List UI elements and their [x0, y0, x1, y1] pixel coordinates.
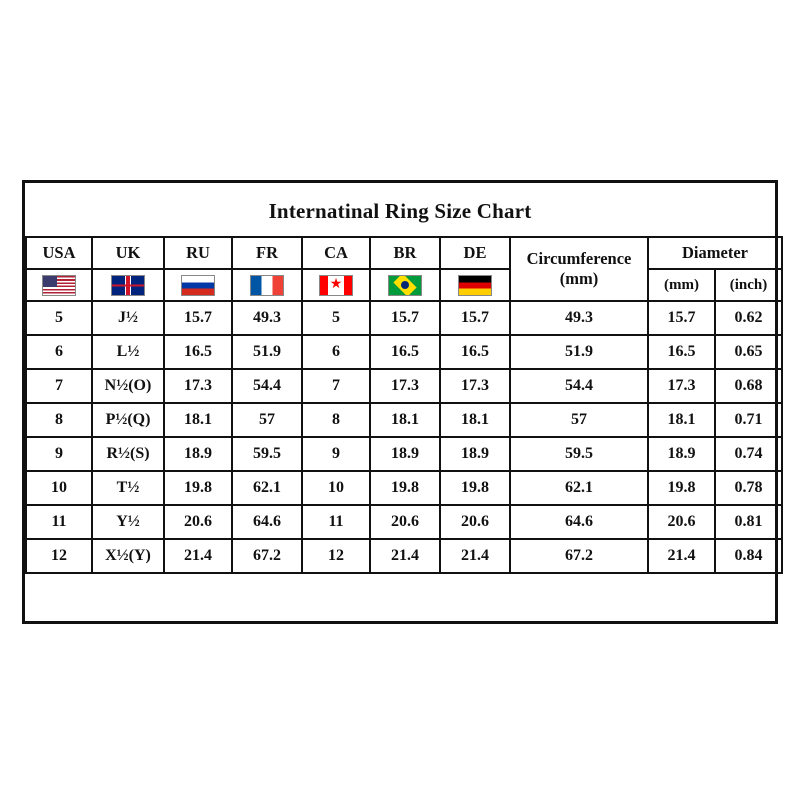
cell-usa: 5 [26, 301, 92, 335]
cell-diameter-inch: 0.62 [715, 301, 782, 335]
flag-cell-de [440, 269, 510, 301]
column-header-de: DE [440, 237, 510, 269]
maple-leaf-icon: ★ [329, 277, 343, 292]
cell-fr: 57 [232, 403, 302, 437]
cell-circumference: 54.4 [510, 369, 648, 403]
cell-circumference: 51.9 [510, 335, 648, 369]
cell-de: 18.9 [440, 437, 510, 471]
cell-br: 15.7 [370, 301, 440, 335]
column-header-fr: FR [232, 237, 302, 269]
flag-cell-fr [232, 269, 302, 301]
cell-uk: P½(Q) [92, 403, 164, 437]
table-row [26, 505, 782, 539]
cell-diameter-mm: 19.8 [648, 471, 715, 505]
cell-circumference: 59.5 [510, 437, 648, 471]
cell-br: 20.6 [370, 505, 440, 539]
table-body [26, 301, 782, 573]
table-header-row-labels [26, 237, 782, 269]
cell-ca: 6 [302, 335, 370, 369]
cell-uk: R½(S) [92, 437, 164, 471]
cell-ru: 19.8 [164, 471, 232, 505]
cell-ca: 11 [302, 505, 370, 539]
circumference-label-line2: (mm) [559, 269, 599, 288]
cell-ru: 18.1 [164, 403, 232, 437]
cell-de: 21.4 [440, 539, 510, 573]
cell-usa: 6 [26, 335, 92, 369]
cell-circumference: 67.2 [510, 539, 648, 573]
column-header-diameter-inch: (inch) [715, 269, 782, 301]
cell-br: 18.9 [370, 437, 440, 471]
cell-ca: 10 [302, 471, 370, 505]
table-row [26, 301, 782, 335]
cell-br: 18.1 [370, 403, 440, 437]
cell-uk: L½ [92, 335, 164, 369]
flag-ru-icon [181, 275, 215, 296]
cell-circumference: 62.1 [510, 471, 648, 505]
flag-de-icon [458, 275, 492, 296]
cell-fr: 49.3 [232, 301, 302, 335]
table-row [26, 335, 782, 369]
cell-diameter-inch: 0.78 [715, 471, 782, 505]
cell-usa: 10 [26, 471, 92, 505]
cell-diameter-mm: 16.5 [648, 335, 715, 369]
column-header-ru: RU [164, 237, 232, 269]
cell-uk: N½(O) [92, 369, 164, 403]
cell-diameter-mm: 17.3 [648, 369, 715, 403]
column-header-diameter: Diameter [648, 237, 782, 269]
cell-ca: 9 [302, 437, 370, 471]
cell-de: 20.6 [440, 505, 510, 539]
cell-circumference: 64.6 [510, 505, 648, 539]
column-header-circumference [510, 237, 648, 301]
flag-uk-icon [111, 275, 145, 296]
table-row [26, 403, 782, 437]
cell-usa: 9 [26, 437, 92, 471]
cell-ca: 12 [302, 539, 370, 573]
column-header-usa: USA [26, 237, 92, 269]
cell-diameter-inch: 0.65 [715, 335, 782, 369]
cell-usa: 12 [26, 539, 92, 573]
cell-ru: 16.5 [164, 335, 232, 369]
cell-diameter-inch: 0.74 [715, 437, 782, 471]
cell-de: 18.1 [440, 403, 510, 437]
cell-ru: 18.9 [164, 437, 232, 471]
cell-usa: 8 [26, 403, 92, 437]
cell-usa: 11 [26, 505, 92, 539]
cell-ru: 15.7 [164, 301, 232, 335]
column-header-br: BR [370, 237, 440, 269]
cell-ca: 5 [302, 301, 370, 335]
cell-br: 16.5 [370, 335, 440, 369]
cell-uk: J½ [92, 301, 164, 335]
cell-ru: 21.4 [164, 539, 232, 573]
circumference-label-line1: Circumference [526, 249, 632, 268]
cell-circumference: 57 [510, 403, 648, 437]
ring-size-chart [22, 180, 778, 624]
cell-uk: Y½ [92, 505, 164, 539]
cell-diameter-mm: 15.7 [648, 301, 715, 335]
table-header-row-flags [26, 269, 782, 301]
column-header-diameter-mm: (mm) [648, 269, 715, 301]
flag-cell-usa [26, 269, 92, 301]
cell-ca: 7 [302, 369, 370, 403]
flag-cell-br [370, 269, 440, 301]
table-row [26, 437, 782, 471]
cell-circumference: 49.3 [510, 301, 648, 335]
flag-cell-uk [92, 269, 164, 301]
cell-br: 17.3 [370, 369, 440, 403]
column-header-uk: UK [92, 237, 164, 269]
table-row [26, 369, 782, 403]
cell-de: 16.5 [440, 335, 510, 369]
cell-uk: T½ [92, 471, 164, 505]
flag-ca-icon [319, 275, 353, 296]
cell-diameter-mm: 18.1 [648, 403, 715, 437]
cell-diameter-inch: 0.68 [715, 369, 782, 403]
cell-diameter-mm: 20.6 [648, 505, 715, 539]
flag-fr-icon [250, 275, 284, 296]
table-row [26, 539, 782, 573]
ring-size-table [25, 236, 783, 574]
cell-br: 19.8 [370, 471, 440, 505]
cell-de: 17.3 [440, 369, 510, 403]
cell-de: 19.8 [440, 471, 510, 505]
cell-fr: 59.5 [232, 437, 302, 471]
cell-fr: 54.4 [232, 369, 302, 403]
cell-fr: 67.2 [232, 539, 302, 573]
cell-uk: X½(Y) [92, 539, 164, 573]
cell-diameter-inch: 0.71 [715, 403, 782, 437]
cell-diameter-inch: 0.81 [715, 505, 782, 539]
flag-cell-ru [164, 269, 232, 301]
cell-diameter-mm: 21.4 [648, 539, 715, 573]
cell-ru: 17.3 [164, 369, 232, 403]
cell-ru: 20.6 [164, 505, 232, 539]
cell-fr: 64.6 [232, 505, 302, 539]
table-row [26, 471, 782, 505]
chart-title: Internatinal Ring Size Chart [268, 199, 532, 223]
cell-fr: 51.9 [232, 335, 302, 369]
cell-ca: 8 [302, 403, 370, 437]
cell-diameter-mm: 18.9 [648, 437, 715, 471]
cell-usa: 7 [26, 369, 92, 403]
flag-br-icon [388, 275, 422, 296]
cell-de: 15.7 [440, 301, 510, 335]
cell-fr: 62.1 [232, 471, 302, 505]
cell-diameter-inch: 0.84 [715, 539, 782, 573]
column-header-ca: CA [302, 237, 370, 269]
cell-br: 21.4 [370, 539, 440, 573]
flag-us-icon [42, 275, 76, 296]
flag-cell-ca [302, 269, 370, 301]
